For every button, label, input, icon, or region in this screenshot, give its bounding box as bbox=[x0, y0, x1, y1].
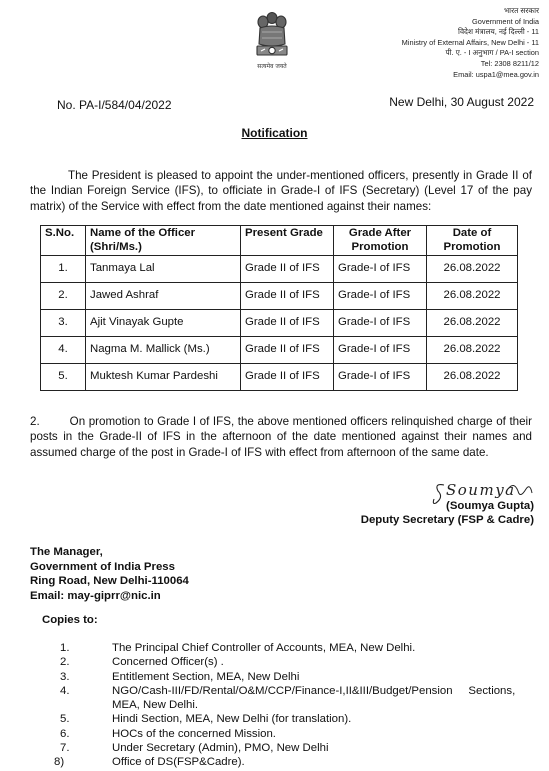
cell-name: Jawed Ashraf bbox=[86, 283, 241, 310]
address-line: Ring Road, New Delhi-110064 bbox=[30, 575, 189, 588]
cell-grade-after: Grade-I of IFS bbox=[334, 283, 427, 310]
paragraph-2 bbox=[30, 414, 532, 460]
copies-heading: Copies to: bbox=[42, 614, 98, 626]
cell-grade-after: Grade-I of IFS bbox=[334, 364, 427, 391]
emblem-caption: सत्यमेव जयते bbox=[257, 63, 287, 70]
cell-grade-after: Grade-I of IFS bbox=[334, 310, 427, 337]
table-row bbox=[41, 364, 518, 391]
header-line: Email: uspa1@mea.gov.in bbox=[453, 69, 539, 79]
address-line: Government of India Press bbox=[30, 560, 175, 573]
table-row bbox=[41, 337, 518, 364]
table-header-row bbox=[41, 226, 518, 256]
paragraph-2-number: 2. bbox=[30, 415, 40, 428]
cell-sno: 2. bbox=[41, 283, 86, 310]
list-item-text: NGO/Cash-III/FD/Rental/O&M/CCP/Finance-I,II&III/Budget/Pension Sections, MEA, New Delhi. bbox=[112, 684, 519, 712]
cell-present-grade: Grade II of IFS bbox=[241, 364, 334, 391]
list-item-number: 2. bbox=[60, 656, 70, 669]
list-item-text: Concerned Officer(s) . bbox=[112, 656, 224, 669]
cell-name: Nagma M. Mallick (Ms.) bbox=[86, 337, 241, 364]
signatory-name: (Soumya Gupta) bbox=[446, 500, 534, 512]
list-item bbox=[60, 655, 542, 669]
reference-number: No. PA-I/584/04/2022 bbox=[57, 98, 172, 112]
cell-name: Muktesh Kumar Pardeshi bbox=[86, 364, 241, 391]
list-item-text: HOCs of the concerned Mission. bbox=[112, 727, 276, 740]
list-item-number: 7. bbox=[60, 742, 70, 755]
table-row bbox=[41, 256, 518, 283]
header-present-grade: Present Grade bbox=[241, 226, 334, 256]
header-line: Ministry of External Affairs, New Delhi - 11 bbox=[401, 37, 539, 47]
list-item-text: The Principal Chief Controller of Accounts, MEA, New Delhi. bbox=[112, 642, 416, 654]
list-item-number: 6. bbox=[60, 727, 70, 740]
cell-present-grade: Grade II of IFS bbox=[241, 283, 334, 310]
list-item-number: 5. bbox=[60, 713, 70, 726]
list-item bbox=[54, 755, 542, 769]
list-item bbox=[60, 712, 542, 726]
list-item bbox=[60, 727, 542, 741]
cell-present-grade: Grade II of IFS bbox=[241, 256, 334, 283]
cell-name: Ajit Vinayak Gupte bbox=[86, 310, 241, 337]
list-item bbox=[60, 641, 542, 655]
table-row bbox=[41, 283, 518, 310]
copies-list bbox=[54, 641, 542, 770]
signatory-designation: Deputy Secretary (FSP & Cadre) bbox=[360, 514, 534, 526]
ministry-header bbox=[402, 6, 539, 80]
cell-date: 26.08.2022 bbox=[427, 310, 518, 337]
header-sno: S.No. bbox=[41, 226, 86, 256]
list-item-text: Hindi Section, MEA, New Delhi (for translation). bbox=[112, 713, 352, 726]
addressee-block bbox=[30, 545, 189, 603]
address-line: Email: may-giprr@nic.in bbox=[30, 589, 161, 602]
cell-date: 26.08.2022 bbox=[427, 337, 518, 364]
header-line: Government of India bbox=[472, 16, 539, 26]
list-item bbox=[60, 670, 542, 684]
document-title: Notification bbox=[241, 126, 308, 140]
list-item-number: 1. bbox=[60, 642, 70, 654]
cell-present-grade: Grade II of IFS bbox=[241, 337, 334, 364]
header-line: भारत सरकार bbox=[503, 6, 539, 15]
officers-table bbox=[40, 225, 518, 391]
header-line: Tel: 2308 8211/12 bbox=[480, 58, 539, 68]
list-item-text: Under Secretary (Admin), PMO, New Delhi bbox=[112, 742, 329, 755]
cell-grade-after: Grade-I of IFS bbox=[334, 337, 427, 364]
list-item bbox=[60, 684, 542, 713]
cell-name: Tanmaya Lal bbox=[86, 256, 241, 283]
cell-date: 26.08.2022 bbox=[427, 256, 518, 283]
table-row bbox=[41, 310, 518, 337]
national-emblem-icon bbox=[250, 8, 294, 80]
header-line: पी. ए. - I अनुभाग / PA-I section bbox=[445, 48, 539, 58]
document-title-wrap bbox=[0, 126, 549, 140]
list-item bbox=[60, 741, 542, 755]
paragraph-1: The President is pleased to appoint the under-mentioned officers, presently in Grade II of the Indian Foreign Service (IFS), to officiate in Grade-I of IFS (Secretary) (Level 17 of the pay matrix) of the Service with effect from the date mentioned against their names: bbox=[30, 169, 532, 213]
cell-sno: 1. bbox=[41, 256, 86, 283]
cell-date: 26.08.2022 bbox=[427, 283, 518, 310]
list-item-number: 8) bbox=[54, 756, 65, 769]
header-date: Date of Promotion bbox=[427, 226, 518, 256]
cell-present-grade: Grade II of IFS bbox=[241, 310, 334, 337]
header-grade-after: Grade After Promotion bbox=[334, 226, 427, 256]
paragraph-2-text: On promotion to Grade I of IFS, the above mentioned officers relinquished charge of their posts in the Grade-II of IFS in the afternoon of the date mentioned against their names and assumed charge of the post in Grade-I of IFS with effect from afternoon of the same date. bbox=[30, 415, 532, 459]
list-item-number: 3. bbox=[60, 670, 70, 683]
list-item-text: Entitlement Section, MEA, New Delhi bbox=[112, 670, 300, 683]
signature-scribble: Soumya bbox=[446, 481, 516, 499]
cell-date: 26.08.2022 bbox=[427, 364, 518, 391]
header-line: विदेश मंत्रालय, नई दिल्ली - 11 bbox=[458, 27, 539, 37]
header-name: Name of the Officer (Shri/Ms.) bbox=[86, 226, 241, 256]
issue-date: New Delhi, 30 August 2022 bbox=[389, 95, 534, 109]
cell-sno: 5. bbox=[41, 364, 86, 391]
cell-sno: 4. bbox=[41, 337, 86, 364]
list-item-text: Office of DS(FSP&Cadre). bbox=[112, 756, 245, 769]
cell-grade-after: Grade-I of IFS bbox=[334, 256, 427, 283]
cell-sno: 3. bbox=[41, 310, 86, 337]
list-item-number: 4. bbox=[60, 684, 70, 697]
address-line: The Manager, bbox=[30, 546, 103, 558]
